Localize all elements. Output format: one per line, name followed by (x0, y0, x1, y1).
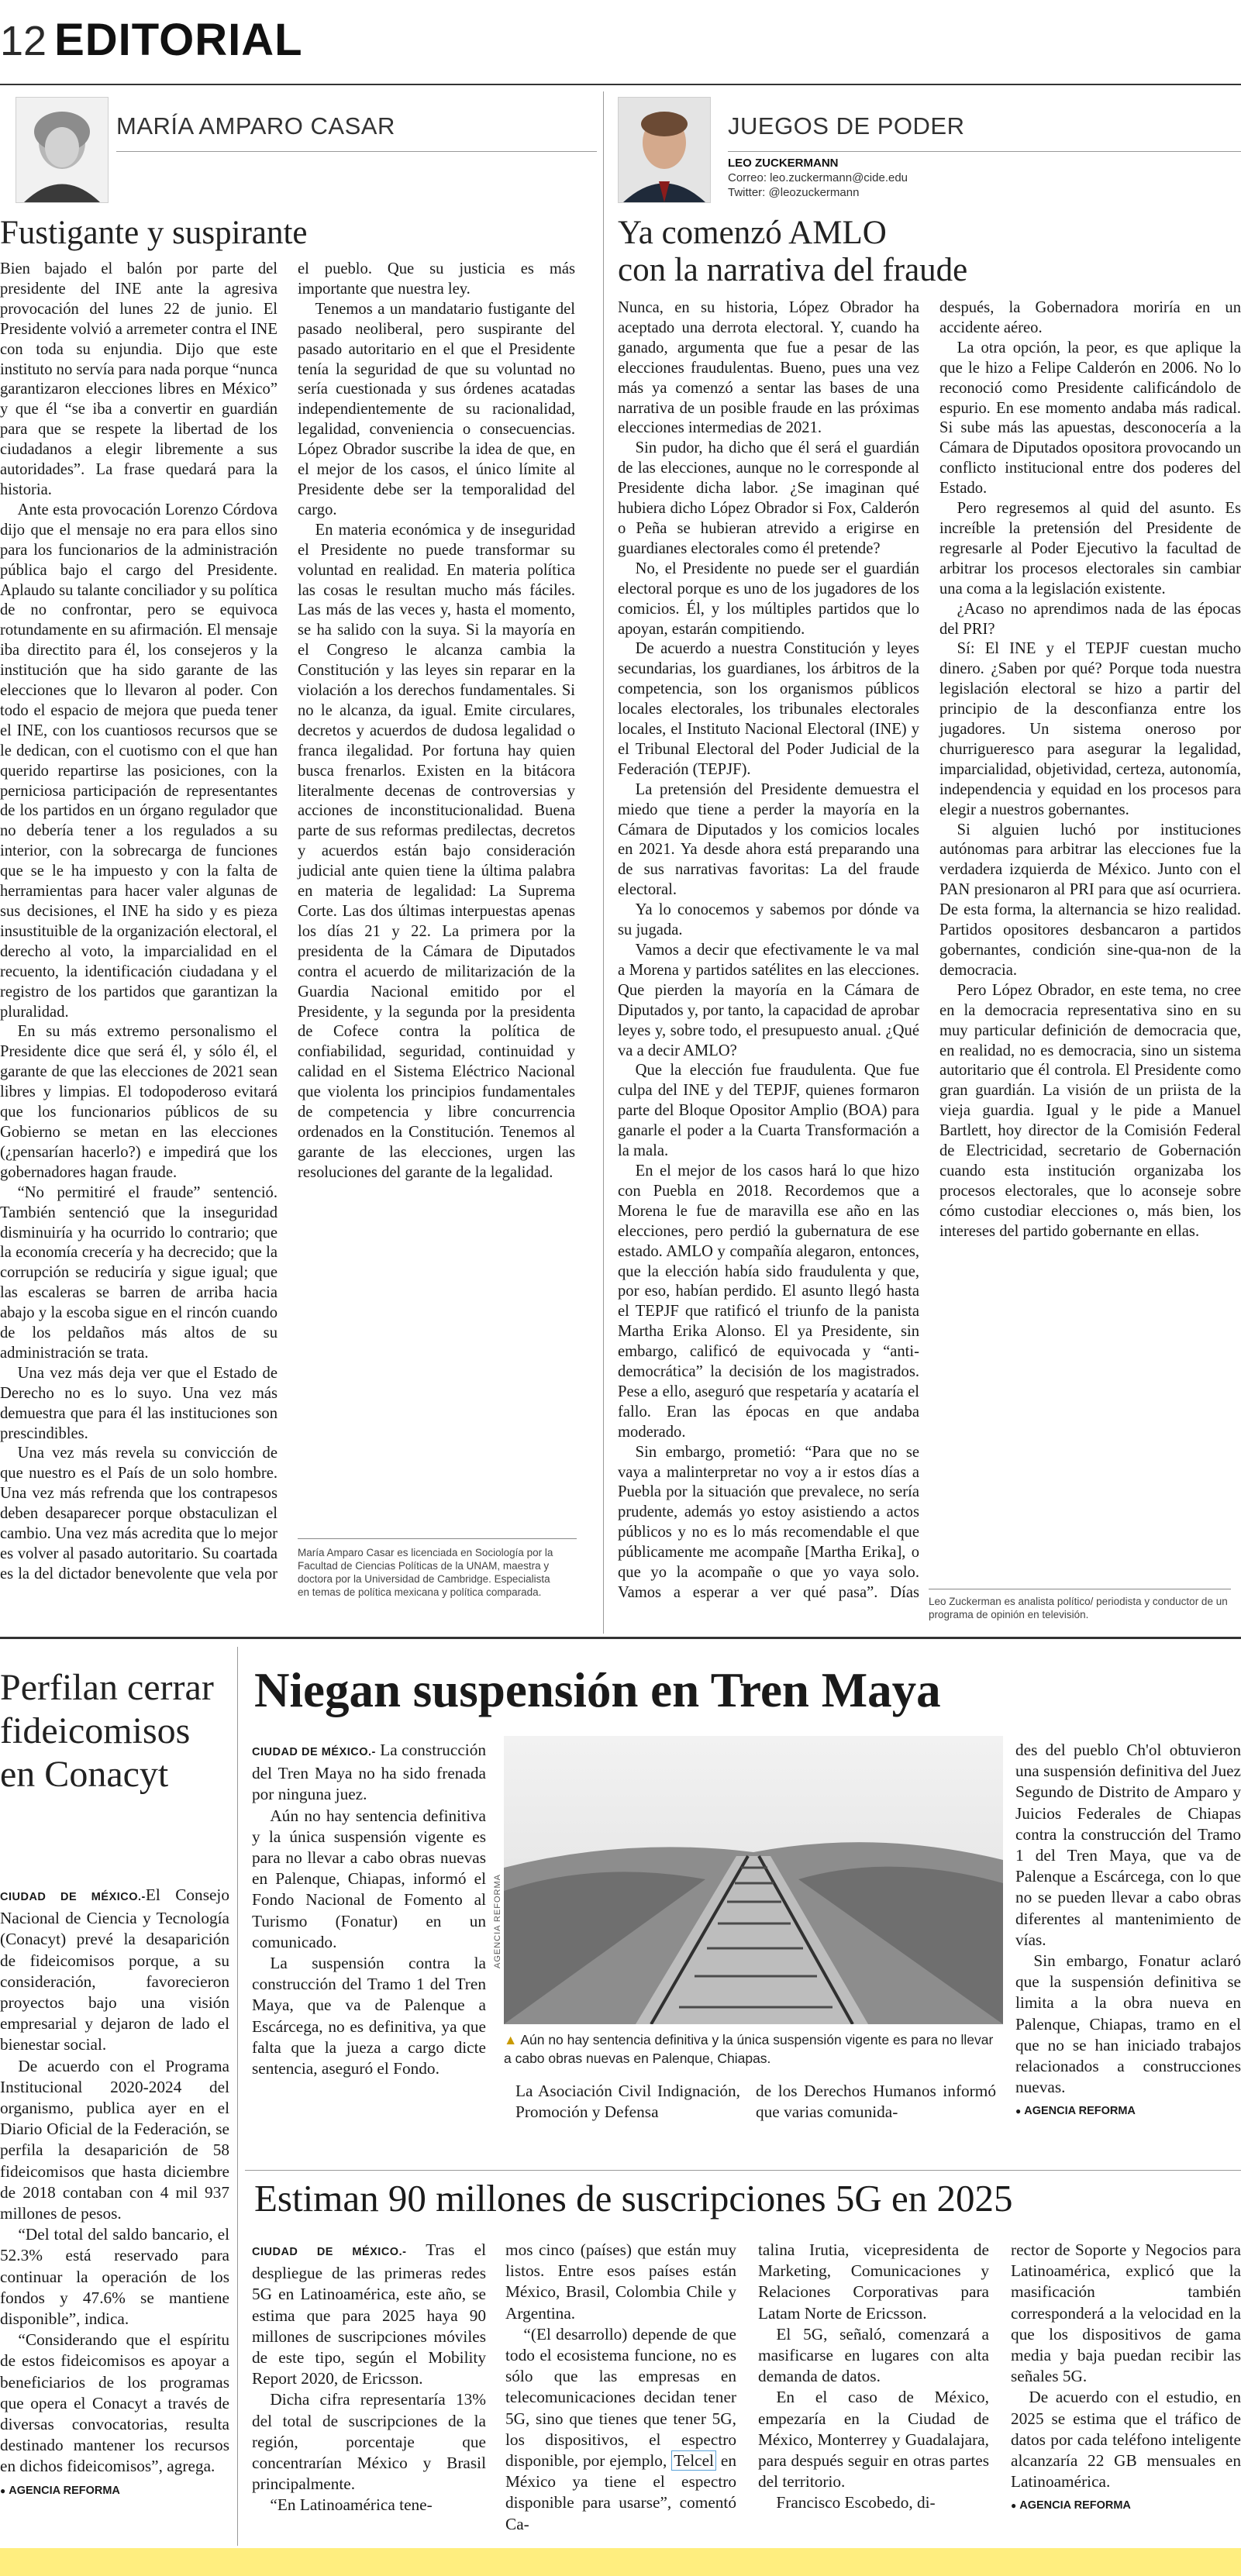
agency-credit: ● AGENCIA REFORMA (0, 2481, 229, 2502)
caption-marker-icon: ▲ (504, 2032, 518, 2047)
paragraph: De acuerdo a nuestra Constitución y leyes secundarias, los guardianes, los árbitros de la competencia, son los organismos públicos locales electorales, los tribunales electorales locales, el Instituto Nacional Electoral (INE) y el Tribunal Electoral del Poder Judicial de la Federación (TEPJF). (618, 640, 919, 778)
story-body-5g-col3: talina Irutia, vicepresidenta de Marketing, Comunicaciones y Relaciones Corporativas para Latam Norte de Ericsson. El 5G, señaló, comenzará a masificarse en lugares con alta demanda de datos. En el caso de México, empezaría en la Ciudad de México, Monterrey y Guadalajara, para después seguir en otras partes del territorio. Francisco Escobedo, di- (758, 2240, 989, 2512)
photo-caption: ▲ Aún no hay sentencia definitiva y la única suspensión vigente es para no llevar a cabo obras nuevas en Palenque, Chiapas. (504, 2032, 994, 2066)
page-header (0, 14, 303, 76)
paragraph: Sí: El INE y el TEPJF cuestan mucho dinero. ¿Saben por qué? Porque toda nuestra legislación electoral se hizo a partir del principio de la desconfianza entre los jugadores. Un sistema oneroso por churrigueresco para asegurar la legalidad, imparcialidad, objetividad, certeza, autonomía, independencia y equidad en los procesos para elegir a nuestros gobernantes. (939, 640, 1241, 818)
header-rule (0, 84, 1241, 85)
opinion-body-right (618, 298, 1241, 1620)
author-name: LEO ZUCKERMANN (728, 157, 839, 170)
dateline: CIUDAD DE MÉXICO.- (0, 1891, 146, 1903)
columnist-header-left (0, 97, 597, 213)
paragraph: Una vez más deja ver que el Estado de Derecho no es lo suyo. Una vez más demuestra que para él las instituciones son prescindibles. (0, 1364, 278, 1442)
agency-credit: ● AGENCIA REFORMA (1011, 2495, 1241, 2516)
paragraph: Tenemos a un mandatario fustigante del pasado neoliberal, pero suspirante del pasado autoritario en el que el Presidente tenía la seguridad de que su voluntad no sería cuestionada y sus órdenes acatadas independientemente de su racionalidad, legalidad, conveniencia o consecuencias. López Obrador suscribe la idea de que, en el mejor de los casos, el único límite al Presidente debe ser la temporalidad del cargo. (298, 300, 575, 518)
story-body-conacyt: CIUDAD DE MÉXICO.-El Consejo Nacional de Ciencia y Tecnología (Conacyt) prevé la desaparición de fideicomisos porque, a su consideración, favorecieron proyectos bajo una visión empresarial y dejaron de lado el bienestar social. De acuerdo con el Programa Institucional 2020-2024 del organismo, publica ayer en el Diario Oficial de la Federación, se perfila la desaparición de 58 fideicomisos que hasta diciembre de 2018 contaban con 4 mil 937 millones de pesos. “Del total del saldo bancario, el 52.3% está reservado para continuar la operación de los fondos y 47.6% se mantiene disponible”, indica. “Considerando que el espíritu de estos fideicomisos es apoyar a beneficiarios de los programas que opera el Conacyt a través de diversas convocatorias, resulta destinado mantener los recursos en dichos fideicomisos”, agrega. ● AGENCIA REFORMA (0, 1885, 229, 2502)
paragraph: En su más extremo personalismo el Presidente dice que será él, y sólo él, el garante de que las elecciones de 2021 sean libres y limpias. El todopoderoso evitará que los funcionarios públicos de su Gobierno se metan en las elecciones (¿pensarían hacerlo?) e impedirá que los gobernadores hagan fraude. (0, 1023, 278, 1181)
paragraph: Bien bajado el balón por parte del presidente del INE ante la agresiva provocación del lunes 22 de junio. El Presidente volvió a arremeter contra el INE con toda su enjundia. Dijo que este instituto no servía para nada porque “nunca garantizaron elecciones libres en México” y que él “se iba a convertir en guardián para que se respete la libertad de los ciudadanos a elegir libremente a sus autoridades”. La frase quedará para la historia. (0, 260, 278, 498)
section-title: EDITORIAL (54, 15, 303, 65)
agency-credit: ● AGENCIA REFORMA (1015, 2101, 1241, 2122)
section-rule (0, 1637, 1241, 1639)
paragraph: Ante esta provocación Lorenzo Córdova dijo que el mensaje no era para ellos sino para los funcionarios de la administración pública bajo el cargo del Presidente. Aplaudo su talante conciliador y su política de no confrontar, pero se equivoca rotundamente en su afirmación. El mensaje iba directito para él, los consejeros y la institución que ha sido garante de las elecciones que lo llevaron al poder. Con todo el espacio de mejora que pueda tener el INE, con los cuantiosos recursos que se le dedican, con el cuotismo con el que han querido repartirse las posiciones, con la perniciosa participación de representantes de los partidos en un órgano regulador que no debería tener a los regulados a su interior, con la sobrecarga de funciones que se le ha impuesto y con la falta de herramientas para hacer valer algunas de sus decisiones, el INE ha sido y es pieza insustituible de la organización electoral, el derecho al voto, la imparcialidad en el recuento, la identificación ciudadana y el registro de los partidos que garantizan la pluralidad. (0, 501, 278, 1021)
paragraph: Una vez más revela su convicción de que nuestro es el País de un solo hombre. Una vez más refrenda que los contrapesos deben desaparecer porque obstaculizan el cambio. Una vez más acredita que lo mejor es volver al pasado autoritario. Su coartada es la del dictador benevolente que vela por el pueblo. Que su justicia es más importante que nuestra ley. (0, 260, 575, 1582)
paragraph: “No permitiré el fraude” sentenció. También sentenció que la inseguridad disminuiría y ha ocurrido lo contrario; que la economía crecería y ha decrecido; que la corrupción se reduciría y sigue igual; que las escaleras se barren de arriba hacia abajo y la escoba sigue en el rincón cuando de los peldaños más altos de su administración se trata. (0, 1183, 278, 1362)
author-bio-right: Leo Zuckerman es analista político/ periodista y conductor de un programa de opinión en televisión. (929, 1596, 1228, 1620)
opinion-headline-right: Ya comenzó AMLO con la narrativa del fraude (618, 215, 968, 288)
dateline: CIUDAD DE MÉXICO.- (252, 1746, 376, 1758)
story-body-5g-col1: CIUDAD DE MÉXICO.- Tras el despliegue de las primeras redes 5G en Latinoamérica, este año, se estima que para 2025 haya 90 millones de suscripciones móviles de este tipo, según el Mobility Report 2020, de Ericsson. Dicha cifra representaría 13% del total de suscripciones de la región, porcentaje que concentrarían México y Brasil principalmente. “En Latinoamérica tene- (252, 2240, 486, 2515)
story-headline-5g: Estiman 90 millones de suscripciones 5G en 2025 (254, 2177, 1013, 2220)
columnist-photo (618, 97, 711, 203)
columnist-name: MARÍA AMPARO CASAR (116, 112, 395, 139)
column-name: JUEGOS DE PODER (728, 112, 965, 139)
telcel-highlight: Telcel (671, 2450, 716, 2471)
paragraph: Pero López Obrador, en este tema, no cree en la democracia representativa sino en su muy particular definición de democracia que, en realidad, no es democracia, sino un sistema autoritario que él controla. El Presidente como gran guardián. La visión de un priista de la vieja guardia. Igual y le pide a Manuel Bartlett, hoy director de la Comisión Federal de Electricidad, secretario de Gobernación cuando esta institución organizaba los procesos electorales, que lo aconseje sobre cómo custodiar elecciones o, más bien, los intereses del partido gobernante en ellas. (939, 981, 1241, 1240)
paragraph: Ya lo conocemos y sabemos por dónde va su jugada. (618, 901, 919, 939)
paragraph: La pretensión del Presidente demuestra el miedo que tiene a perder la mayoría en la Cámara de Diputados y los comicios locales en 2021. Ya desde ahora está preparando una de sus narrativas favoritas: La del fraude electoral. (618, 780, 919, 899)
author-block (728, 156, 908, 200)
story-body-tren-maya: CIUDAD DE MÉXICO.- La construcción del Tren Maya no ha sido frenada por ninguna juez. Aún no hay sentencia definitiva y la única suspensión vigente es para no llevar a cabo obras nuevas en Palenque, Chiapas, informó el Fondo Nacional de Fomento al Turismo (Fonatur) en un comunicado. La suspensión contra la construcción del Tramo 1 del Tren Maya, que va de Palenque a Escárcega, no es definitiva, ya que falta que la jueza a cargo dicte sentencia, aseguró el Fondo. (252, 1741, 486, 2078)
bottom-color-band (0, 2548, 1241, 2576)
paragraph: Pero regresemos al quid del asunto. Es increíble la pretensión del Presidente de regresarle al Poder Ejecutivo la facultad de arbitrar los procesos electorales sin cambiar una coma a la legislación existente. (939, 500, 1241, 598)
train-tracks-photo (504, 1736, 1003, 2024)
column-divider (237, 1647, 238, 2546)
opinion-body-left (0, 260, 575, 1624)
page-number: 12 (0, 18, 47, 64)
paragraph: Nunca, en su historia, López Obrador ha aceptado una derrota electoral. Y, cuando ha ganado, argumenta que fue a pesar de las elecciones fraudulentas. Bueno, pues una vez más ya comenzó a sentar las bases de una narrativa de un posible fraude en las próximas elecciones intermedias de 2021. (618, 299, 919, 437)
paragraph: Que la elección fue fraudulenta. Que fue culpa del INE y del TEPJF, quienes formaron parte del Bloque Opositor Amplio (BOA) para ganarle el poder a la Cuarta Transformación a la mala. (618, 1062, 919, 1160)
paragraph: Sin pudor, ha dicho que él será el guardián de las elecciones, aunque no le corresponde al Presidente dicha labor. ¿Se imaginan qué hubiera dicho López Obrador si Fox, Calderón o Peña se hubieran atrevido a erigirse en guardianes electorales como él pretende? (618, 439, 919, 557)
story-body-5g-col2: mos cinco (países) que están muy listos. Entre esos países están México, Brasil, Colombia Chile y Argentina. “(El desarrollo) depende de que todo el ecosistema funcione, no es sólo que las empresas en telecomunicaciones decidan tener 5G, sino que tienes que tener 5G, los dispositivos, el espectro disponible, por ejemplo, Telcel en México ya tiene el espectro disponible para usarse”, comentó Ca- (505, 2240, 736, 2533)
opinion-headline-left: Fustigante y suspirante (0, 215, 308, 251)
dateline: CIUDAD DE MÉXICO.- (252, 2246, 407, 2258)
story-body-tren-maya-right: des del pueblo Ch'ol obtuvieron una suspensión definitiva del Juez Segundo de Distrito de Amparo y Juicios Federales de Chiapas contra la construcción del Tramo 1 del Tren Maya, que va de Palenque a Escárcega, con lo que no se pueden llevar a cabo obras diferentes al mantenimiento de vías. Sin embargo, Fonatur aclaró que la suspensión definitiva se limita a la obra nueva en Palenque, Chiapas, tramo en el que no se han iniciado trabajos relacionados a construcciones nuevas. ● AGENCIA REFORMA (1015, 1740, 1241, 2123)
photo-credit: AGENCIA REFORMA (493, 1874, 502, 1968)
author-email: Correo: leo.zuckermann@cide.edu (728, 171, 908, 184)
paragraph: Vamos a decir que efectivamente le va mal a Morena y partidos satélites en las elecciones. Que pierden la mayoría en la Cámara de Diputados y, por tanto, la capacidad de aprobar leyes y, sobre todo, el presupuesto anual. ¿Qué va a decir AMLO? (618, 942, 919, 1059)
columnist-header-right (618, 97, 1241, 213)
paragraph: La otra opción, la peor, es que aplique la que le hizo a Felipe Calderón en 2006. No lo reconoció como Presidente calificándolo de espurio. En ese momento andaba más radical. Si sube más las apuestas, desconocería a la Cámara de Diputados opositora provocando un conflicto institucional entre dos poderes del Estado. (939, 339, 1241, 498)
paragraph: No, el Presidente no puede ser el guardián electoral porque es uno de los jugadores de los comicios. Él, y los múltiples partidos que lo apoyan, estarán compitiendo. (618, 560, 919, 638)
story-headline-conacyt: Perfilan cerrar fideicomisos en Conacyt (0, 1667, 214, 1795)
paragraph: Sin embargo, prometió: “Para que no se vaya a malinterpretar no voy a ir estos días a Puebla por la situación que prevalece, no sería prudente, además yo estoy asistiendo a actos públicos y no es lo más recomendable el que públicamente me acompañe [Martha Erika], o que yo la acompañe o que yo vaya solo. Vamos a esperar a ver qué pasa”. Días después, la Gobernadora moriría en un accidente aéreo. (618, 299, 1241, 1601)
column-divider (603, 91, 604, 1634)
author-twitter: Twitter: @leozuckermann (728, 186, 860, 199)
story-body-5g-col4: rector de Soporte y Negocios para Latinoamérica, explicó que la masificación también corresponderá a la velocidad en la que los dispositivos de gama media y baja puedan recibir las señales 5G. De acuerdo con el estudio, en 2025 se estima que el tráfico de datos por cada teléfono inteligente alcanzaría 22 GB mensuales en Latinoamérica. ● AGENCIA REFORMA (1011, 2240, 1241, 2517)
paragraph: Si alguien luchó por instituciones autónomas para arbitrar las elecciones fue la verdadera izquierda de México. Junto con el PAN presionaron al PRI para que así ocurriera. De esta forma, la alternancia se hizo realidad. Partidos opositores desbancaron a partidos gobernantes, condición sine-qua-non de la democracia. (939, 821, 1241, 979)
paragraph: En materia económica y de inseguridad el Presidente no puede transformar su voluntad en realidad. En materia política las cosas le resultan mucho más fáciles. Las más de las veces y, hasta el momento, se ha salido con la suya. Si la mayoría en el Congreso le alcanza cambia la Constitución y las leyes sin reparar en la violación a los derechos fundamentales. Si no le alcanza, da igual. Emite circulares, decretos y acuerdos de dudosa legalidad o franca ilegalidad. Por fortuna hay quien busca frenarlos. Existen en la bitácora literalmente decenas de controversias y acciones de inconstitucionalidad. Buena parte de sus reformas predilectas, decretos y acuerdos están bajo consideración judicial ante quien tiene la última palabra en materia de legalidad: La Suprema Corte. Las dos últimas interpuestas apenas los días 21 y 22. La primera por la presidenta de la Cámara de Diputados contra el acuerdo de militarización de la Guardia Nacional emitido por el Presidente, y la segunda por la presidenta de Cofece contra la política de confiabilidad, seguridad, continuidad y calidad en el Sistema Eléctrico Nacional que violenta los principios fundamentales de competencia y libre concurrencia ordenados en la Constitución. Tenemos al garante de las elecciones, urgen las resoluciones del garante de la legalidad. (298, 521, 575, 1181)
paragraph: ¿Acaso no aprendimos nada de las épocas del PRI? (939, 600, 1241, 638)
story-headline-tren-maya: Niegan suspensión en Tren Maya (254, 1663, 941, 1717)
columnist-photo (16, 97, 109, 203)
author-bio-left: María Amparo Casar es licenciada en Sociología por la Facultad de Ciencias Políticas de la UNAM, maestra y doctora por la Universidad de Cambridge. Especialista en temas de política mexicana y política comparada. (298, 1547, 553, 1598)
paragraph: En el mejor de los casos hará lo que hizo con Puebla en 2018. Recordemos que a Morena le fue de maravilla ese año en las elecciones, pero perdió la gubernatura de ese estado. AMLO y compañía alegaron, entonces, que la elección había sido fraudulenta y que, por eso, habían perdido. El asunto llegó hasta el TEPJF que ratificó el triunfo de la panista Martha Erika Alonso. El ya Presidente, sin embargo, calificó de equivocada y “anti-democrática” la decisión de los magistrados. Pese a ello, aseguró que respetaría y acataría el fallo. Eran las épocas en que andaba moderado. (618, 1162, 919, 1441)
